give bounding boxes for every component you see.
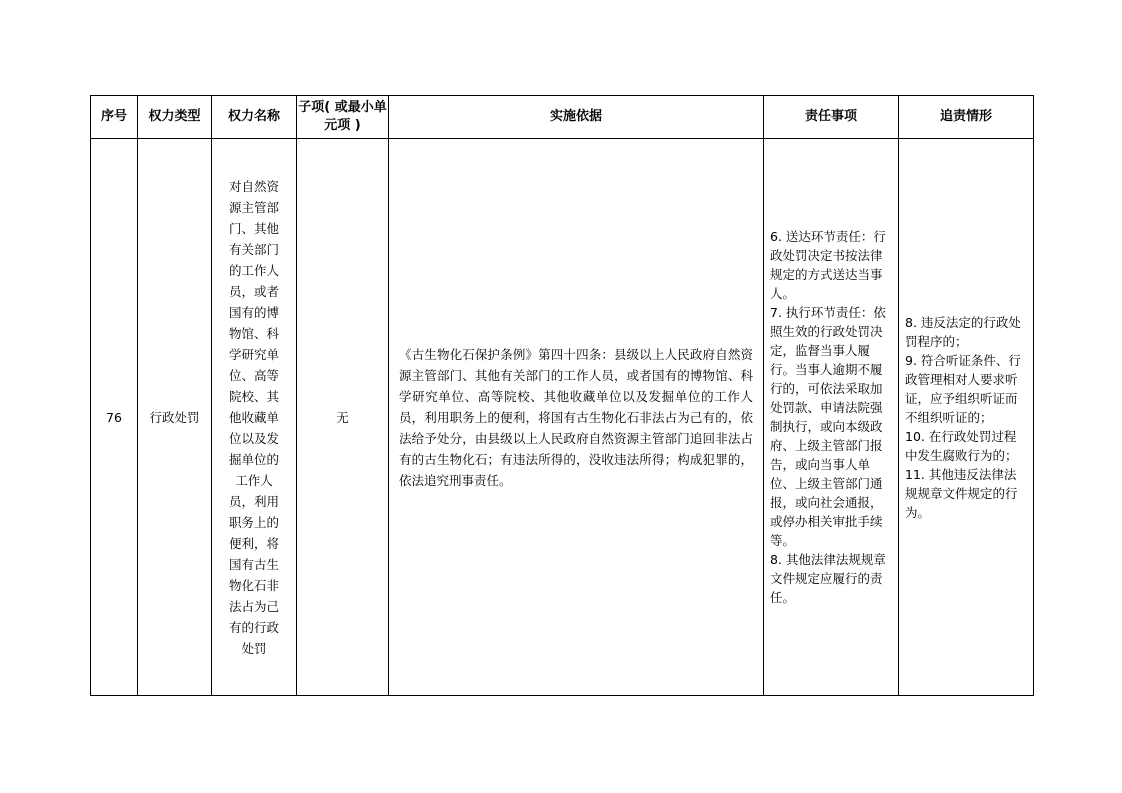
table-row — [91, 139, 1034, 696]
table-header-row — [91, 96, 1034, 139]
header-blame: 追责情形 — [899, 96, 1034, 139]
header-sub-item: 子项( 或最小单元项 ) — [297, 96, 389, 139]
cell-sub-item: 无 — [297, 139, 389, 696]
cell-basis: 《古生物化石保护条例》第四十四条：县级以上人民政府自然资源主管部门、其他有关部门的工作人员，或者国有的博物馆、科学研究单位、高等院校、其他收藏单位以及发掘单位的工作人员，利用职务上的便利，将国有古生物化石非法占为己有的，依法给予处分，由县级以上人民政府自然资源主管部门追回非法占有的古生物化石；有违法所得的，没收违法所得；构成犯罪的，依法追究刑事责任。 — [389, 139, 764, 696]
header-duty: 责任事项 — [764, 96, 899, 139]
header-power-name: 权力名称 — [212, 96, 297, 139]
cell-duty: 6. 送达环节责任：行政处罚决定书按法律规定的方式送达当事人。 7. 执行环节责任：依照生效的行政处罚决定，监督当事人履行。当事人逾期不履行的，可依法采取加处罚款、申请法院强制执行，或向本级政府、上级主管部门报告，或向当事人单位、上级主管部门通报，或向社会通报，或停办相关审批手续等。 8. 其他法律法规规章文件规定应履行的责任。 — [764, 139, 899, 696]
cell-blame: 8. 违反法定的行政处罚程序的； 9. 符合听证条件、行政管理相对人要求听证，应予组织听证而不组织听证的； 10. 在行政处罚过程中发生腐败行为的； 11. 其他违反法律法规规章文件规定的行为。 — [899, 139, 1034, 696]
header-seq: 序号 — [91, 96, 138, 139]
cell-power-type: 行政处罚 — [138, 139, 212, 696]
cell-seq: 76 — [91, 139, 138, 696]
cell-power-name: 对自然资源主管部门、其他有关部门的工作人员，或者国有的博物馆、科学研究单位、高等院校、其他收藏单位以及发掘单位的工作人员，利用职务上的便利，将国有古生物化石非法占为己有的行政处罚 — [212, 139, 297, 696]
power-list-table — [90, 95, 1034, 696]
header-basis: 实施依据 — [389, 96, 764, 139]
header-power-type: 权力类型 — [138, 96, 212, 139]
